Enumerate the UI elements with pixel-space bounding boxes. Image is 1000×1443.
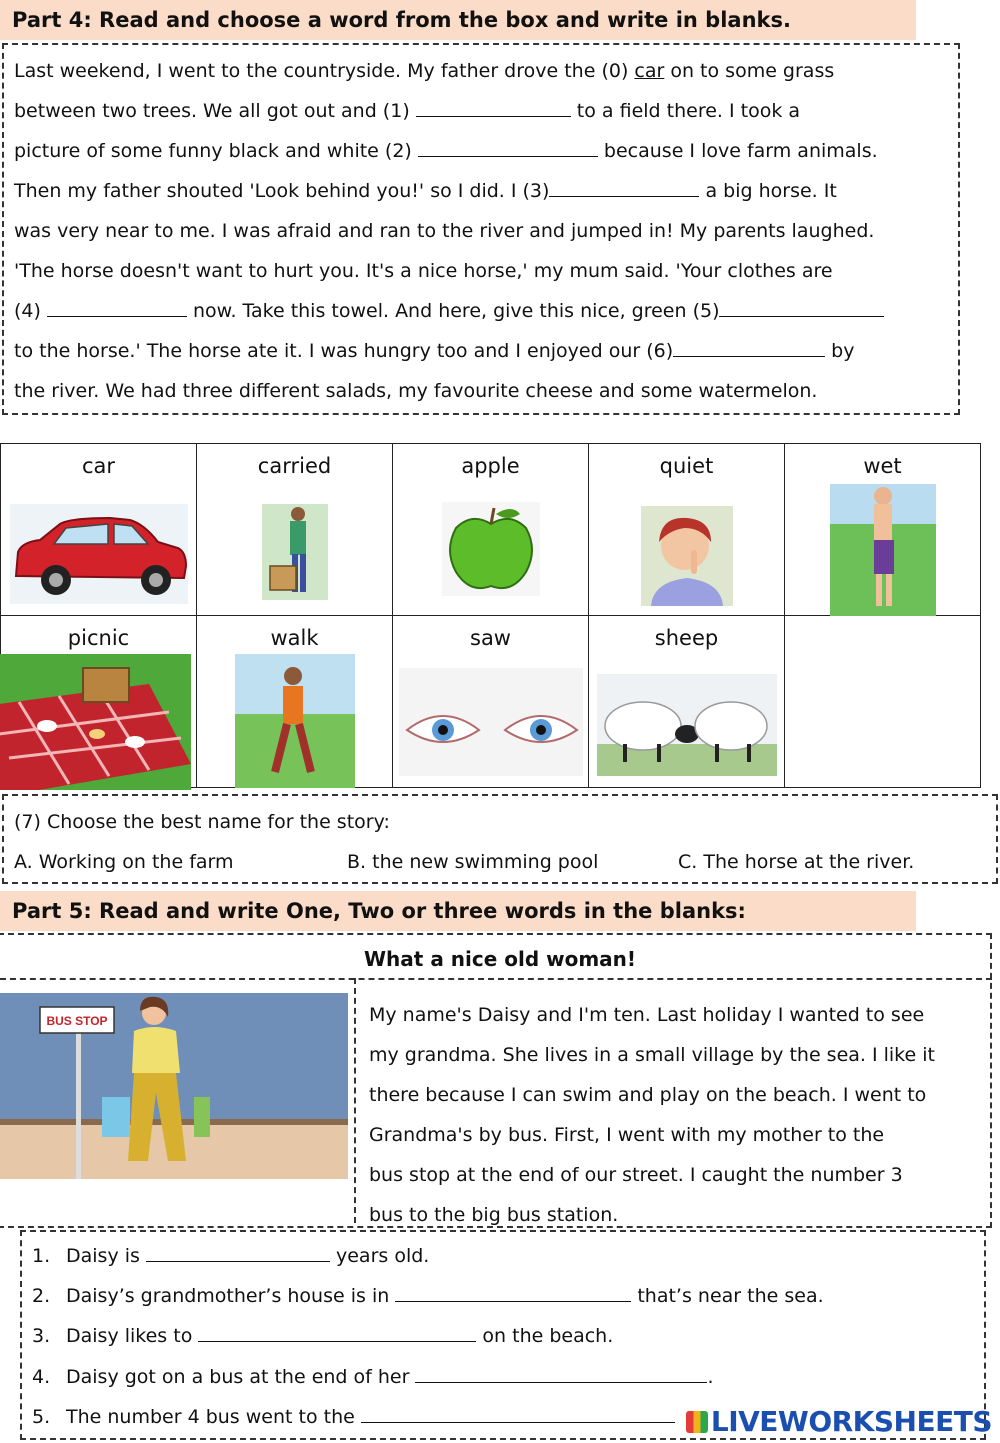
question-7: (7) Choose the best name for the story:	[14, 811, 390, 833]
car-picture	[10, 504, 188, 604]
bus-stop-sign: BUS STOP	[46, 1014, 108, 1028]
story-line: bus to the big bus station.	[369, 1204, 619, 1226]
question-number: 1.	[32, 1245, 51, 1267]
story-line-2	[14, 100, 800, 122]
picnic-picture	[0, 654, 191, 790]
word-cell-apple	[393, 444, 589, 616]
word-label: walk	[270, 626, 319, 650]
word-cell-empty	[785, 616, 981, 788]
answer-input-2[interactable]	[418, 143, 598, 161]
carried-picture	[262, 504, 328, 600]
word-cell-sheep	[589, 616, 785, 788]
word-label: car	[81, 454, 116, 478]
story-line: there because I can swim and play on the beach. I went to	[369, 1084, 927, 1106]
story-text: Last weekend, I went to the countryside. My father drove the (0)	[14, 60, 635, 82]
story-title: What a nice old woman!	[364, 947, 637, 971]
question-3	[32, 1325, 613, 1347]
word-cell-wet	[785, 444, 981, 616]
option-a[interactable]: A. Working on the farm	[14, 851, 234, 873]
question-number: 5.	[32, 1406, 51, 1428]
word-label: carried	[257, 454, 332, 478]
word-label: saw	[470, 626, 511, 650]
question-text: Daisy got on a bus at the end of her	[66, 1366, 416, 1388]
story-line: My name's Daisy and I'm ten. Last holiday I wanted to see	[369, 1004, 925, 1026]
story-line-8	[14, 340, 855, 362]
answer-input-4[interactable]	[47, 303, 187, 321]
story-line: Grandma's by bus. First, I went with my mother to the	[369, 1124, 885, 1146]
story-line-1	[14, 60, 834, 82]
option-b[interactable]: B. the new swimming pool	[347, 851, 599, 873]
story-line-7	[14, 300, 884, 322]
story-line-3	[14, 140, 878, 162]
question-text: Daisy’s grandmother’s house is in	[66, 1285, 396, 1307]
word-label: quiet	[659, 454, 714, 478]
sheep-picture	[597, 674, 777, 776]
story-text: to a field there. I took a	[570, 100, 801, 122]
question-text: .	[707, 1366, 714, 1388]
question-4	[32, 1366, 714, 1388]
example-answer: car	[634, 60, 665, 82]
story-text: by	[825, 340, 855, 362]
story-text: (4)	[14, 300, 47, 322]
word-cell-saw	[393, 616, 589, 788]
word-cell-quiet	[589, 444, 785, 616]
walk-picture	[235, 654, 355, 788]
question-2	[32, 1285, 824, 1307]
word-label: apple	[461, 454, 520, 478]
bus-stop-picture	[0, 993, 348, 1179]
liveworksheets-logo-icon	[686, 1411, 708, 1433]
apple-picture	[442, 502, 540, 596]
question-5	[32, 1406, 675, 1428]
wet-picture	[830, 484, 936, 616]
column-divider	[354, 978, 356, 1223]
question-number: 3.	[32, 1325, 51, 1347]
part5-title: Part 5: Read and write One, Two or three words in the blanks:	[0, 891, 916, 931]
story-text: because I love farm animals.	[597, 140, 878, 162]
saw-picture	[399, 668, 583, 776]
word-cell-carried	[197, 444, 393, 616]
watermark	[686, 1405, 992, 1438]
part5-answer-input-5[interactable]	[361, 1409, 675, 1427]
question-number: 4.	[32, 1366, 51, 1388]
story-line-6: 'The horse doesn't want to hurt you. It's a nice horse,' my mum said. 'Your clothes are	[14, 260, 833, 282]
story-line-5: was very near to me. I was afraid and ran to the river and jumped in! My parents laughed.	[14, 220, 875, 242]
story-line: my grandma. She lives in a small village by the sea. I like it	[369, 1044, 935, 1066]
story-text: picture of some funny black and white (2)	[14, 140, 418, 162]
story-text: to the horse.' The horse ate it. I was hungry too and I enjoyed our (6)	[14, 340, 674, 362]
part4-title: Part 4: Read and choose a word from the box and write in blanks.	[0, 0, 916, 40]
story-line-9: the river. We had three different salads, my favourite cheese and some watermelon.	[14, 380, 818, 402]
story-text: between two trees. We all got out and (1)	[14, 100, 416, 122]
question-text: on the beach.	[476, 1325, 614, 1347]
part5-answer-input-1[interactable]	[146, 1248, 330, 1266]
word-label: picnic	[67, 626, 130, 650]
story-line-4	[14, 180, 837, 202]
answer-input-1[interactable]	[416, 103, 571, 121]
story-text: on to some grass	[664, 60, 835, 82]
part5-answer-input-2[interactable]	[395, 1288, 631, 1306]
question-number: 2.	[32, 1285, 51, 1307]
part5-story	[369, 995, 984, 1235]
question-text: that’s near the sea.	[631, 1285, 824, 1307]
story-text: Then my father shouted 'Look behind you!' so I did. I (3)	[14, 180, 550, 202]
answer-input-3[interactable]	[549, 183, 699, 201]
word-label: sheep	[654, 626, 719, 650]
part5-answer-input-3[interactable]	[198, 1328, 476, 1346]
story-text: a big horse. It	[699, 180, 837, 202]
question-text: Daisy likes to	[66, 1325, 199, 1347]
word-cell-car	[1, 444, 197, 616]
word-box	[0, 443, 981, 788]
story-line: bus stop at the end of our street. I caught the number 3	[369, 1164, 903, 1186]
watermark-text: LIVEWORKSHEETS	[710, 1405, 992, 1438]
part5-answer-input-4[interactable]	[415, 1369, 707, 1387]
word-cell-picnic	[1, 616, 197, 788]
question-text: Daisy is	[66, 1245, 146, 1267]
story-text: now. Take this towel. And here, give this nice, green (5)	[186, 300, 720, 322]
quiet-picture	[641, 506, 733, 606]
word-cell-walk	[197, 616, 393, 788]
answer-input-5[interactable]	[719, 303, 884, 321]
question-text: The number 4 bus went to the	[66, 1406, 361, 1428]
word-label: wet	[863, 454, 902, 478]
question-1	[32, 1245, 429, 1267]
option-c[interactable]: C. The horse at the river.	[678, 851, 915, 873]
answer-input-6[interactable]	[673, 343, 825, 361]
title-divider	[0, 978, 992, 980]
question-text: years old.	[329, 1245, 430, 1267]
